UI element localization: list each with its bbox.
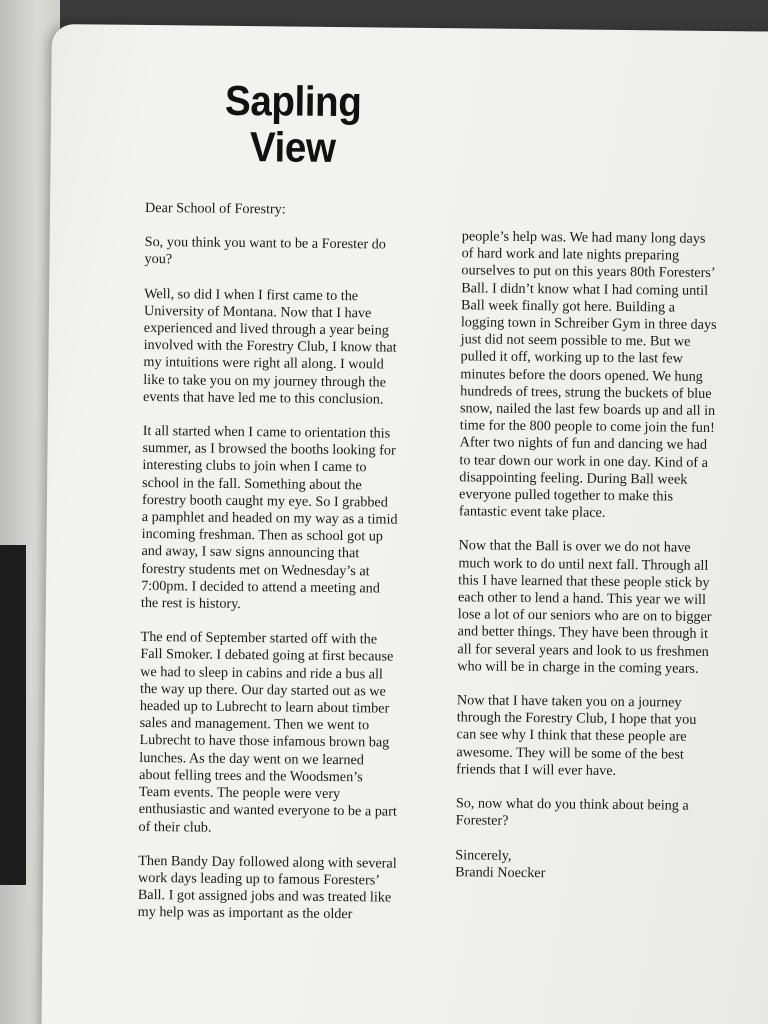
page-title <box>210 78 377 172</box>
signature: Brandi Noecker <box>455 863 546 881</box>
title-line-2: View <box>249 123 336 171</box>
binder-shadow <box>0 545 26 885</box>
paragraph-fall-smoker: The end of September started off with the Fall Smoker. I debated going at first because we had to sleep in cabins and ride a bus all the way up there. Our day started out as we headed up to Lubrecht to learn about timber sales and management. Then we went to Lubrecht to have those infamous brown bag lunches. As the day went on we learned about felling trees and the Woodsmen’s Team events. The people were very enthusiastic and wanted everyone to be a part of their club. <box>138 629 397 836</box>
closing: Sincerely, <box>455 846 512 864</box>
paragraph-after-ball: Now that the Ball is over we do not have much work to do until next fall. Through all this I have learned that these people stick by each other to lend a hand. This year we will lose a lot of our seniors who are on to bigger and better things. They have been through it all for several years and look to us freshmen who will be in charge in the coming years. <box>457 537 712 677</box>
paragraph-question: So, now what do you think about being a Forester? <box>455 795 689 830</box>
title-line-1: Sapling <box>224 76 362 126</box>
paragraph-journey: Now that I have taken you on a journey through the Forestry Club, I hope that you can see why I think that these people are awesome. They will be some of the best friends that I will ever have. <box>456 692 697 779</box>
paragraph-bandy-day: Then Bandy Day followed along with several work days leading up to famous Foresters’ Ball. I got assigned jobs and was treated like my help was as important as the older <box>137 852 397 923</box>
salutation: Dear School of Forestry: <box>144 199 286 218</box>
paragraph-montana: Well, so did I when I first came to the University of Montana. Now that I have experienced and lived through a year being involved with the Forestry Club, I know that my intuitions were right all along. I would like to take you on my journey through the events that have led me to this conclusion. <box>143 285 397 408</box>
right-column <box>455 228 752 884</box>
paragraph-orientation: It all started when I came to orientation this summer, as I browsed the booths looking for interesting clubs to join when I came to school in the fall. Something about the forestry booth caught my eye. So I grabbed a pamphlet and headed on my way as a timid incoming freshman. Then as school got up and away, I saw signs announcing that forestry students met on Wednesday’s at 7:00pm. I decided to attend a meeting and the rest is history. <box>140 423 398 613</box>
paragraph-intro-question: So, you think you want to be a Forester do you? <box>144 234 386 268</box>
document-page <box>41 24 768 1024</box>
paragraph-ball-prep: people’s help was. We had many long days of hard work and late nights preparing ourselves to put on this years 80th Foresters’ Ball. I didn’t know what I had coming until Ball week finally got here. Building a logging town in Schreiber Gym in three days just did not seem possible to me. But we pulled it off, working up to the last few minutes before the doors opened. We hung hundreds of trees, strung the buckets of blue snow, nailed the last few boards up and all in time for the 800 people to come join the fun! After two nights of fun and dancing we had to tear down our work in one day. Kind of a disappointing feeling. During Ball week everyone pulled together to make this fantastic event take place. <box>458 228 717 522</box>
left-column <box>138 200 458 925</box>
